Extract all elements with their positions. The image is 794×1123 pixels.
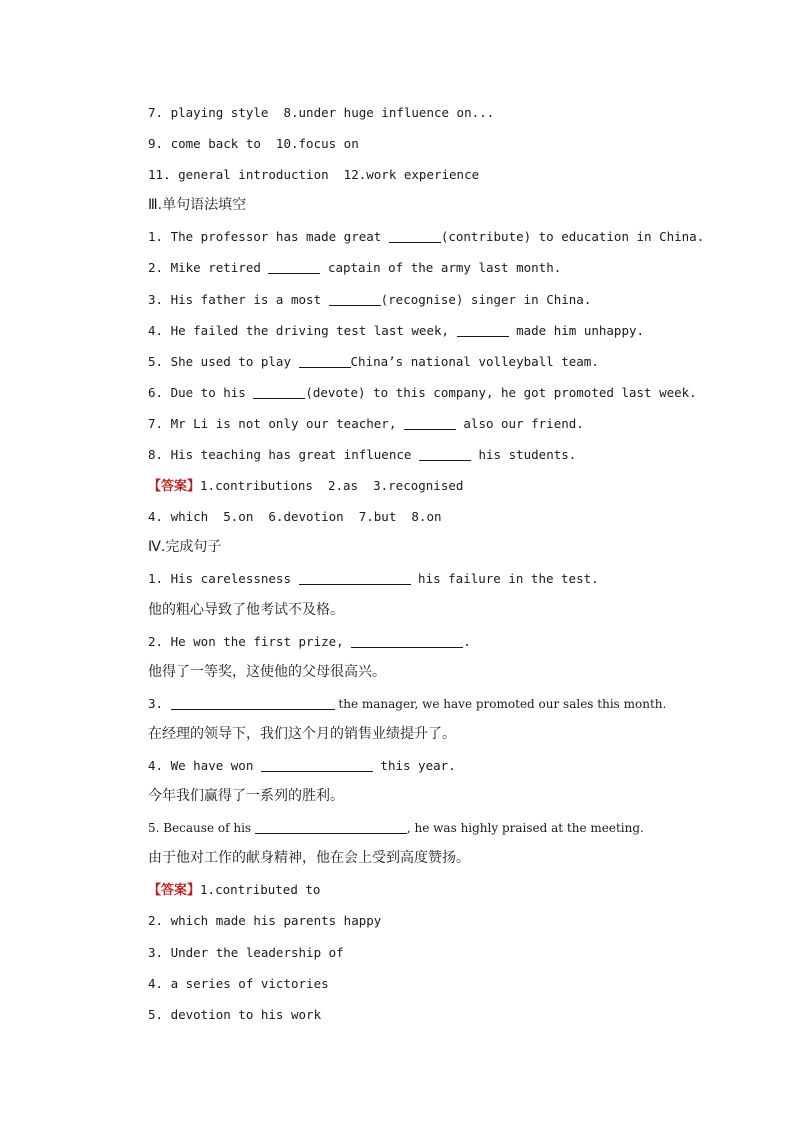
grammar-question-4: 4. He failed the driving test last week, made him unhappy. <box>148 322 645 338</box>
sentence-question-5: 5. Because of his , he was highly praised at the meeting. <box>148 821 644 836</box>
grammar-question-8: 8. His teaching has great influence his students. <box>148 447 577 463</box>
sentence-translation-4: 今年我们赢得了一系列的胜利。 <box>148 788 344 805</box>
answer-blank[interactable] <box>404 417 456 430</box>
answer-blank[interactable] <box>255 821 407 834</box>
answer-blank[interactable] <box>299 355 351 368</box>
sentence-question-4: 4. We have won this year. <box>148 757 456 773</box>
grammar-question-3: 3. His father is a most (recognise) singer in China. <box>148 291 592 307</box>
section-3-title: Ⅲ.单句语法填空 <box>148 197 247 214</box>
answer-line: 2. which made his parents happy <box>148 913 382 929</box>
sentence-translation-3: 在经理的领导下，我们这个月的销售业绩提升了。 <box>148 725 456 742</box>
answer-blank[interactable] <box>351 635 463 648</box>
section-3-answers: 【答案】1.contributions 2.as 3.recognised <box>148 478 464 495</box>
answer-line: 4. a series of victories <box>148 975 329 991</box>
grammar-question-2: 2. Mike retired captain of the army last month. <box>148 260 562 276</box>
section-4-title: Ⅳ.完成句子 <box>148 539 222 556</box>
phrase-line: 11. general introduction 12.work experience <box>148 167 480 183</box>
answer-blank[interactable] <box>419 448 471 461</box>
worksheet-page <box>148 97 705 1030</box>
answer-blank[interactable] <box>268 261 320 274</box>
grammar-question-7: 7. Mr Li is not only our teacher, also our friend. <box>148 415 584 431</box>
section-4-answers: 【答案】1.contributed to <box>148 882 321 899</box>
answer-line: 3. Under the leadership of <box>148 944 344 960</box>
grammar-question-1: 1. The professor has made great (contribute) to education in China. <box>148 229 705 245</box>
answer-tag: 【答案】 <box>148 479 201 495</box>
answer-tag: 【答案】 <box>148 883 201 899</box>
phrase-line: 9. come back to 10.focus on <box>148 136 359 152</box>
answer-blank[interactable] <box>253 386 305 399</box>
section-3-answers-cont: 4. which 5.on 6.devotion 7.but 8.on <box>148 509 442 525</box>
grammar-question-5: 5. She used to play China’s national volleyball team. <box>148 353 599 369</box>
answer-blank[interactable] <box>329 293 381 306</box>
sentence-translation-5: 由于他对工作的献身精神，他在会上受到高度赞扬。 <box>148 850 470 867</box>
answer-blank[interactable] <box>299 572 411 585</box>
grammar-question-6: 6. Due to his (devote) to this company, he got promoted last week. <box>148 384 697 400</box>
answer-blank[interactable] <box>261 759 373 772</box>
sentence-question-2: 2. He won the first prize, . <box>148 633 471 649</box>
answer-line: 5. devotion to his work <box>148 1006 322 1022</box>
sentence-question-3: 3. the manager, we have promoted our sales this month. <box>148 695 667 711</box>
answer-blank[interactable] <box>171 697 335 710</box>
phrase-line: 7. playing style 8.under huge influence on... <box>148 105 495 120</box>
answer-blank[interactable] <box>389 230 441 243</box>
sentence-translation-2: 他得了一等奖，这使他的父母很高兴。 <box>148 663 386 680</box>
sentence-translation-1: 他的粗心导致了他考试不及格。 <box>148 601 344 618</box>
answer-blank[interactable] <box>457 324 509 337</box>
sentence-question-1: 1. His carelessness his failure in the test. <box>148 571 599 587</box>
